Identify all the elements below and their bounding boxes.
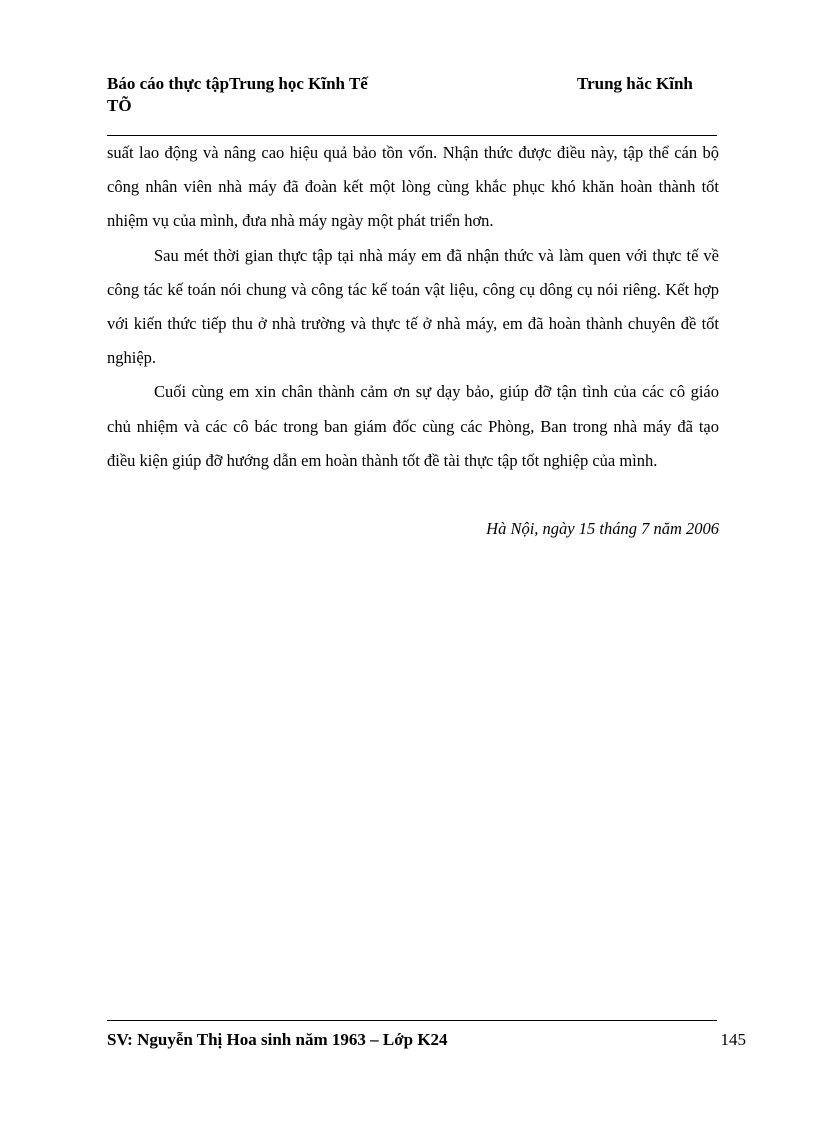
paragraph-1: suất lao động và nâng cao hiệu quả bảo tồn vốn. Nhận thức được điều này, tập thể cán bộ công nhân viên nhà máy đã đoàn kết một lòng cùng khắc phục khó khăn hoàn thành tốt nhiệm vụ của mình, đưa nhà máy ngày một phát triển hơn. xyxy=(107,143,719,231)
page-number: 145 xyxy=(720,1030,746,1049)
paragraph-3: Cuối cùng em xin chân thành cảm ơn sự dạy bảo, giúp đỡ tận tình của các cô giáo chủ nhiệm và các cô bác trong ban giám đốc cùng các Phòng, Ban trong nhà máy đã tạo điều kiện giúp đỡ hướng dẫn em hoàn thành tốt đề tài thực tập tốt nghiệp của mình. xyxy=(107,382,719,470)
footer-author: SV: Nguyễn Thị Hoa sinh năm 1963 – Lớp K24 xyxy=(107,1030,448,1049)
header-school-name: Trung hăc Kĩnh xyxy=(577,74,693,93)
date-signature: Hà Nội, ngày 15 tháng 7 năm 2006 xyxy=(486,519,719,538)
page-header xyxy=(107,73,717,123)
paragraph-2: Sau mét thời gian thực tập tại nhà máy em đã nhận thức và làm quen với thực tế về công tác kế toán nói chung và công tác kế toán vật liệu, công cụ dông cụ nói riêng. Kết hợp với kiến thức tiếp thu ở nhà trường và thực tế ở nhà máy, em đã hoàn thành chuyên đề tốt nghiệp. xyxy=(107,245,719,368)
document-body xyxy=(107,136,719,478)
footer-divider xyxy=(107,1020,717,1021)
header-title-line2: TÕ xyxy=(107,96,132,115)
header-report-title xyxy=(107,73,427,117)
header-title-line1: Báo cáo thực tậpTrung học Kĩnh Tế xyxy=(107,74,368,93)
